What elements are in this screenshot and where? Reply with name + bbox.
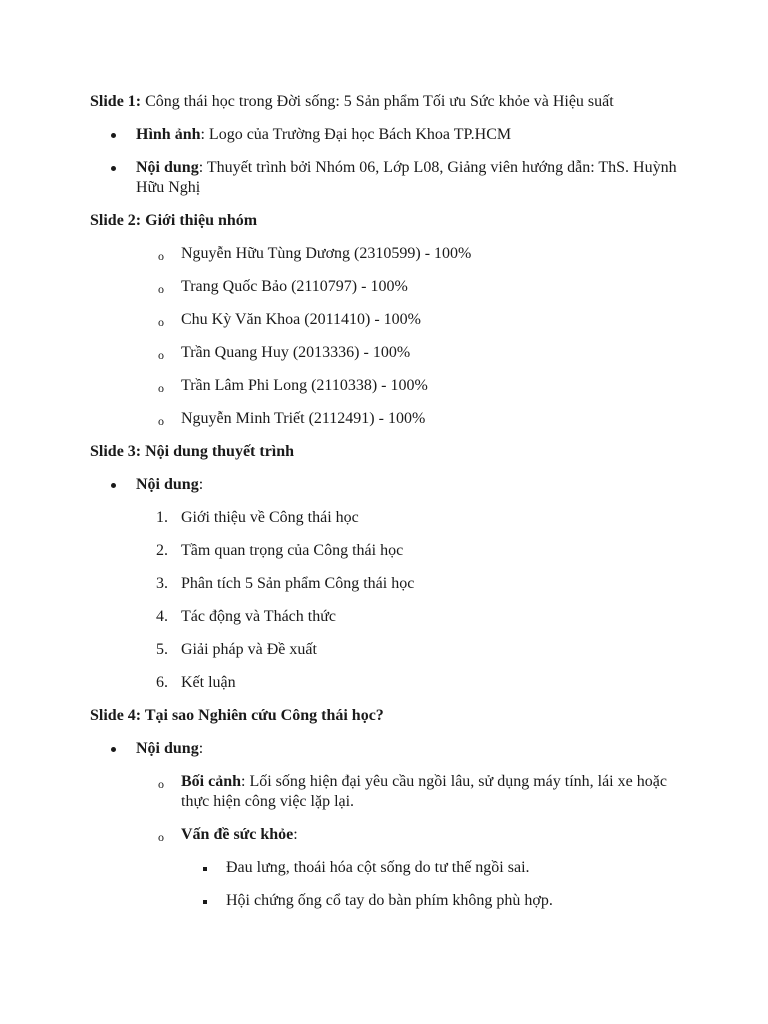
item-colon: : (293, 826, 298, 843)
list-item (90, 158, 690, 198)
item-number: 5. (156, 641, 168, 658)
item-key: Vấn đề sức khỏe (181, 826, 294, 843)
outline-text: Giới thiệu về Công thái học (181, 509, 359, 526)
list-item (90, 376, 690, 396)
list-item (90, 640, 690, 660)
list-item (90, 310, 690, 330)
circle-bullet-icon: o (158, 282, 164, 296)
item-number: 4. (156, 608, 168, 625)
square-bullet-icon (203, 859, 207, 879)
list-item (90, 739, 690, 759)
outline-text: Kết luận (181, 674, 236, 691)
outline-text: Tầm quan trọng của Công thái học (181, 542, 404, 559)
item-text: : Lối sống hiện đại yêu cầu ngồi lâu, sử dụng máy tính, lái xe hoặc thực hiện công việc lặp lại. (181, 773, 667, 810)
item-number: 1. (156, 509, 168, 526)
slide-4-list (90, 739, 690, 911)
list-item (90, 891, 690, 911)
slide-2-heading-text: Slide 2: Giới thiệu nhóm (90, 212, 258, 229)
slide-3-heading-text: Slide 3: Nội dung thuyết trình (90, 443, 295, 460)
slide-1-title: Công thái học trong Đời sống: 5 Sản phẩm Tối ưu Sức khỏe và Hiệu suất (141, 93, 614, 110)
circle-bullet-icon: o (158, 315, 164, 329)
slide-1-label: Slide 1: (90, 93, 142, 110)
slide-2-heading (90, 211, 690, 231)
bullet-icon (111, 475, 116, 495)
list-item (90, 475, 690, 495)
item-number: 6. (156, 674, 168, 691)
bullet-icon (111, 158, 116, 178)
slide-4-heading (90, 706, 690, 726)
item-colon: : (198, 740, 204, 757)
member-name: Nguyễn Minh Triết (2112491) - 100% (181, 410, 426, 427)
circle-bullet-icon: o (158, 348, 164, 362)
bullet-icon (111, 125, 116, 145)
member-name: Chu Kỳ Văn Khoa (2011410) - 100% (181, 311, 421, 328)
list-item (90, 244, 690, 264)
document-page (90, 92, 690, 924)
slide-4-heading-text: Slide 4: Tại sao Nghiên cứu Công thái học? (90, 707, 384, 724)
item-key: Nội dung (136, 740, 199, 757)
square-bullet-icon (203, 892, 207, 912)
slide-1-list (90, 125, 690, 198)
slide-1-heading (90, 92, 690, 112)
slide-3-list (90, 475, 690, 495)
list-item (90, 574, 690, 594)
circle-bullet-icon: o (158, 414, 164, 428)
list-item (90, 541, 690, 561)
list-item (90, 277, 690, 297)
outline-list (90, 508, 690, 693)
item-number: 2. (156, 542, 168, 559)
slide-3-heading (90, 442, 690, 462)
list-item (90, 673, 690, 693)
item-text: : Logo của Trường Đại học Bách Khoa TP.HCM (200, 126, 512, 143)
list-item (90, 343, 690, 363)
member-name: Trang Quốc Bảo (2110797) - 100% (181, 278, 408, 295)
circle-bullet-icon: o (158, 830, 164, 844)
member-name: Nguyễn Hữu Tùng Dương (2310599) - 100% (181, 245, 472, 262)
item-key: Bối cảnh (181, 773, 242, 790)
list-item (90, 772, 690, 812)
list-item (90, 125, 690, 145)
list-item (90, 607, 690, 627)
list-item (90, 858, 690, 878)
item-number: 3. (156, 575, 168, 592)
member-list (90, 244, 690, 429)
circle-bullet-icon: o (158, 249, 164, 263)
outline-text: Tác động và Thách thức (181, 608, 336, 625)
item-colon: : (198, 476, 204, 493)
circle-bullet-icon: o (158, 777, 164, 791)
outline-text: Phân tích 5 Sản phẩm Công thái học (181, 575, 415, 592)
outline-text: Giải pháp và Đề xuất (181, 641, 317, 658)
item-key: Nội dung (136, 159, 199, 176)
circle-bullet-icon: o (158, 381, 164, 395)
item-text: : Thuyết trình bởi Nhóm 06, Lớp L08, Giảng viên hướng dẫn: ThS. Huỳnh Hữu Nghị (136, 159, 677, 196)
member-name: Trần Quang Huy (2013336) - 100% (181, 344, 411, 361)
list-item (90, 409, 690, 429)
member-name: Trần Lâm Phi Long (2110338) - 100% (181, 377, 428, 394)
bullet-icon (111, 739, 116, 759)
item-key: Hình ảnh (136, 126, 201, 143)
list-item (90, 825, 690, 845)
list-item (90, 508, 690, 528)
item-text: Hội chứng ống cổ tay do bàn phím không phù hợp. (226, 892, 553, 909)
item-key: Nội dung (136, 476, 199, 493)
item-text: Đau lưng, thoái hóa cột sống do tư thế ngồi sai. (226, 859, 530, 876)
